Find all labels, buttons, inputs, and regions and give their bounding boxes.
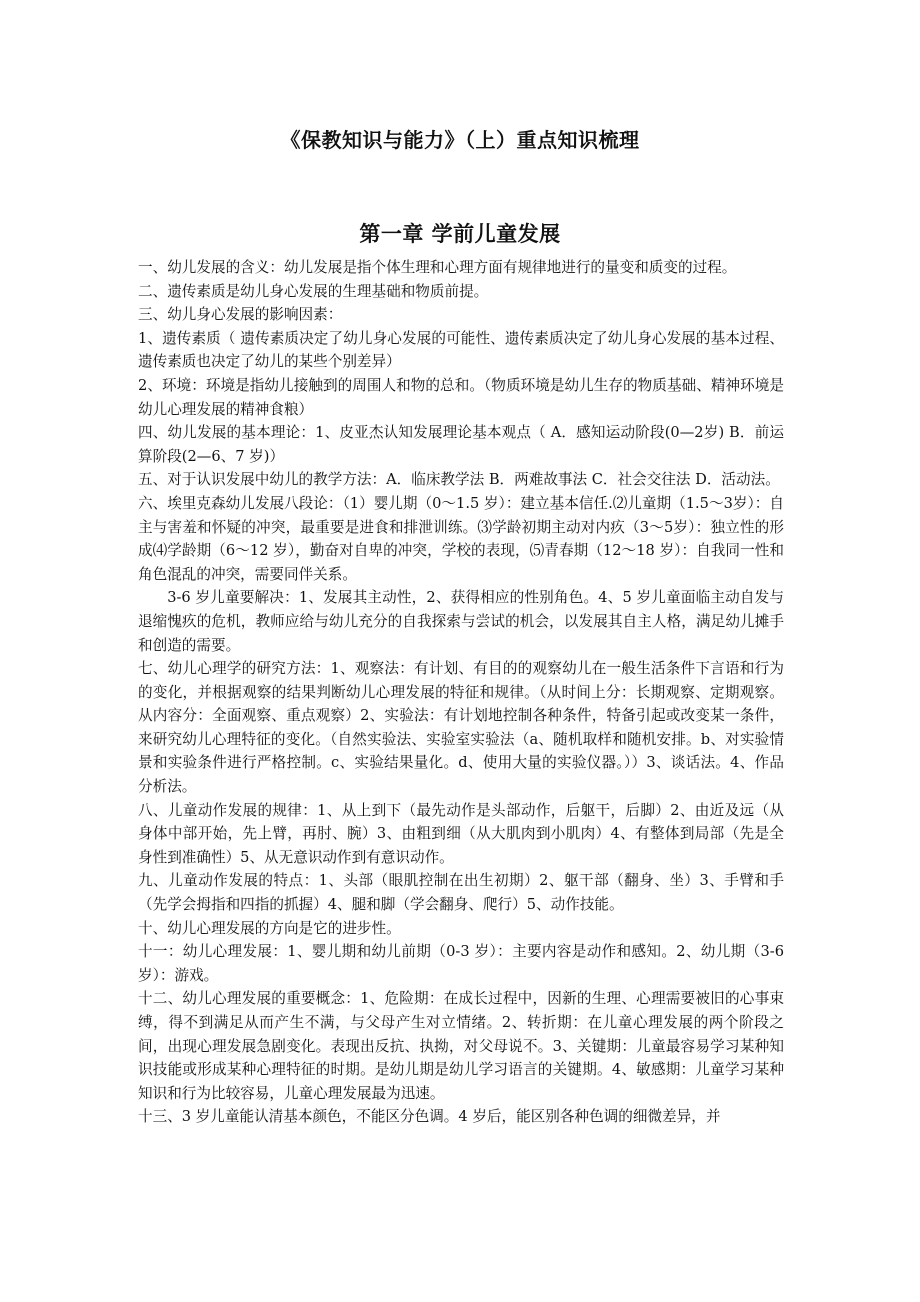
document-body: [138, 256, 784, 1129]
paragraph: 七、幼儿心理学的研究方法：1、观察法：有计划、有目的的观察幼儿在一般生活条件下言语和行为的变化，并根据观察的结果判断幼儿心理发展的特征和规律。（从时间上分：长期观察、定期观察。从内容分：全面观察、重点观察）2、实验法：有计划地控制各种条件，特备引起或改变某一条件，来研究幼儿心理特征的变化。（自然实验法、实验室实验法（a、随机取样和随机安排。b、对实验情景和实验条件进行严格控制。c、实验结果量化。d、使用大量的实验仪器。））3、谈话法。4、作品分析法。: [138, 660, 784, 796]
chapter-title: 第一章 学前儿童发展: [359, 222, 561, 246]
document-title: 《保教知识与能力》（上）重点知识梳理: [280, 128, 640, 152]
paragraph: 十二、幼儿心理发展的重要概念：1、危险期：在成长过程中，因新的生理、心理需要被旧的心事束缚，得不到满足从而产生不满，与父母产生对立情绪。2、转折期：在儿童心理发展的两个阶段之间，出现心理发展急剧变化。表现出反抗、执拗，对父母说不。3、关键期：儿童最容易学习某种知识技能或形成某种心理特征的时期。是幼儿期是幼儿学习语言的关键期。4、敏感期：儿童学习某种知识和行为比较容易，儿童心理发展最为迅速。: [138, 990, 784, 1102]
paragraph: 九、儿童动作发展的特点：1、头部（眼肌控制在出生初期）2、躯干部（翻身、坐）3、手臂和手（先学会拇指和四指的抓握）4、腿和脚（学会翻身、爬行）5、动作技能。: [138, 872, 784, 914]
paragraph: 二、遗传素质是幼儿身心发展的生理基础和物质前提。: [138, 282, 489, 300]
paragraph: 2、环境：环境是指幼儿接触到的周围人和物的总和。（物质环境是幼儿生存的物质基础、精神环境是幼儿心理发展的精神食粮）: [138, 376, 784, 418]
paragraph: 1、遗传素质（ 遗传素质决定了幼儿身心发展的可能性、遗传素质决定了幼儿身心发展的基本过程、遗传素质也决定了幼儿的某些个别差异）: [138, 329, 784, 371]
paragraph: 3-6 岁儿童要解决：1、发展其主动性，2、获得相应的性别角色。4、5 岁儿童面临主动自发与退缩愧疚的危机，教师应给与幼儿充分的自我探索与尝试的机会，以发展其自主人格，满足幼儿摊手和创造的需要。: [138, 589, 784, 654]
paragraph: 六、埃里克森幼儿发展八段论：（1）婴儿期（0～1.5 岁）：建立基本信任.⑵儿童期（1.5～3岁）：自主与害羞和怀疑的冲突，最重要是进食和排泄训练。⑶学龄初期主动对内疚（3～5岁）：独立性的形成⑷学龄期（6～12 岁），勤奋对自卑的冲突，学校的表现，⑸青春期（12～18 岁）：自我同一性和角色混乱的冲突，需要同伴关系。: [138, 494, 784, 583]
paragraph: 十三、3 岁儿童能认清基本颜色，不能区分色调。4 岁后，能区别各种色调的细微差异，并: [138, 1108, 721, 1126]
paragraph: 一、幼儿发展的含义：幼儿发展是指个体生理和心理方面有规律地进行的量变和质变的过程。: [138, 259, 737, 276]
paragraph: 八、儿童动作发展的规律：1、从上到下（最先动作是头部动作，后躯干，后脚）2、由近及远（从身体中部开始，先上臂，再肘、腕）3、由粗到细（从大肌肉到小肌肉）4、有整体到局部（先是全身性到准确性）5、从无意识动作到有意识动作。: [138, 801, 784, 866]
paragraph: 十一：幼儿心理发展：1、婴儿期和幼儿前期（0-3 岁）：主要内容是动作和感知。2、幼儿期（3-6 岁）：游戏。: [138, 943, 784, 984]
paragraph: 十、幼儿心理发展的方向是它的进步性。: [138, 919, 401, 937]
paragraph: 四、幼儿发展的基本理论：1、皮亚杰认知发展理论基本观点（ A．感知运动阶段(0—2岁) B．前运算阶段(2—6、7 岁)）: [138, 424, 784, 465]
paragraph: 三、幼儿身心发展的影响因素：: [138, 306, 343, 324]
paragraph: 五、对于认识发展中幼儿的教学方法：A．临床教学法 B．两难故事法 C．社会交往法 D．活动法。: [138, 471, 780, 489]
